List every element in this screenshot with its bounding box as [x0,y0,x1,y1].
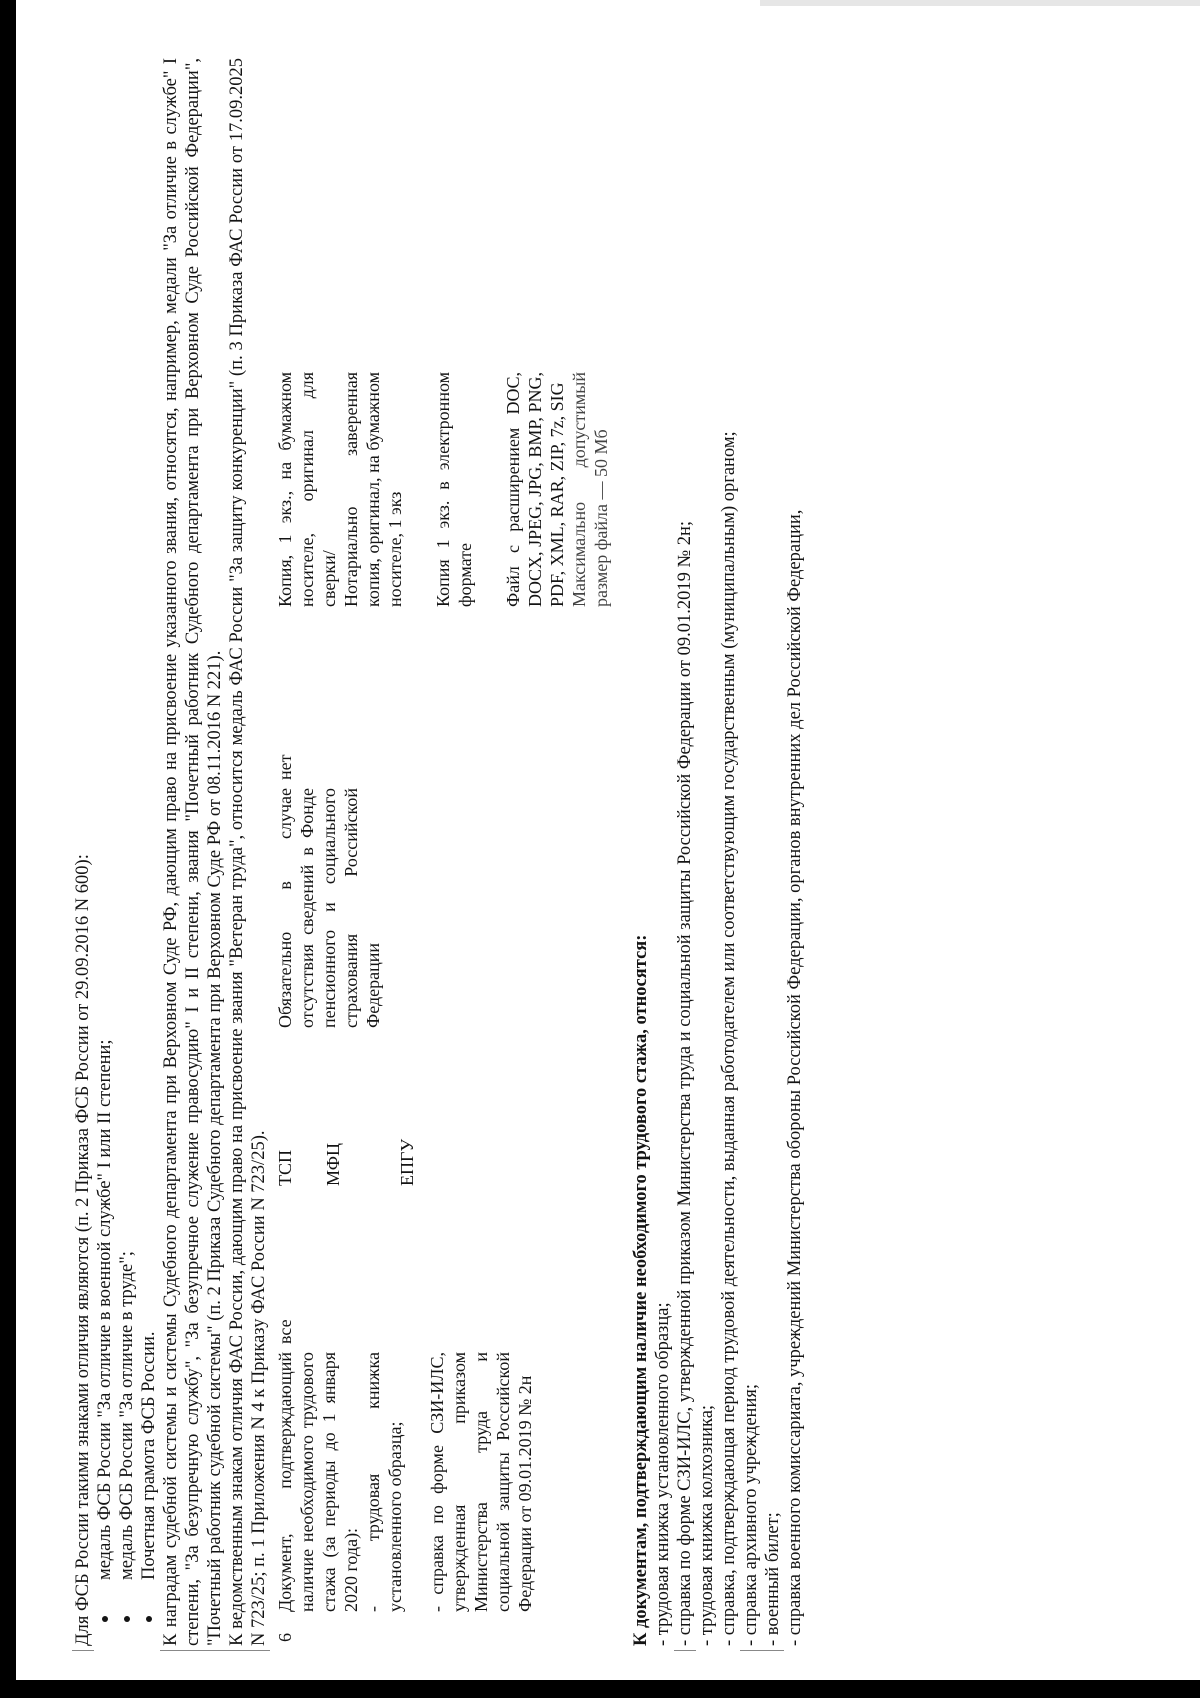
intro-paragraph: Для ФСБ России такими знаками отличия являются (п. 2 Приказа ФСБ России от 29.09.2016 N 600): [72,58,94,1651]
list-item: медаль ФСБ России "За отличие в военной службе" I или II степени; [94,58,116,1646]
bullet-icon [124,1616,130,1622]
fas-awards-paragraph: К ведомственным знакам отличия ФАС России, дающим право на присвоение звания "Ветеран труда", относится медаль ФАС России "За защиту конкуренции" (п. 3 Приказа ФАС России от 17.09.2025 N 723/25; п. 1 Приложения N 4 к Приказу ФАС России N 723/25). [226,58,270,1651]
document-page [60,30,1170,1670]
form-notarized-copy: Нотариально заверенная копия, оригинал, на бумажном носителе, 1 экз [341,372,405,607]
work-experience-documents-list [652,58,806,1646]
applicants-cell: все [275,1319,295,1344]
channel-tsp: ТСП [275,1150,295,1186]
channel-epgu: ЕПГУ [397,1138,417,1186]
table-row [272,368,614,1646]
form-paper-copy: Копия, 1 экз., на бумажном носителе, оригинал для сверки/ [275,372,339,607]
section-heading: К документам, подтверждающим наличие необходимого трудового стажа, относятся: [631,934,651,1646]
list-item: - справка по форме СЗИ-ИЛС, утвержденной приказом Министерства труда и социальной защиты Российской Федерации от 09.01.2019 № 2н; [674,58,696,1651]
list-item: - справка, подтверждающая период трудовой деятельности, выданная работодателем или соответствующим государственным (муниципальным) органом; [719,431,739,1646]
row-number: 6 [275,1633,295,1642]
list-item: - военный билет; [762,58,784,1651]
scan-edge-left [0,0,16,1698]
scan-edge-top [760,0,1200,6]
fsb-awards-list [94,58,160,1646]
list-item: - справка военного комиссариата, учреждений Министерства обороны Российской Федерации, органов внутренних дел Российской Федерации, [785,509,805,1646]
bullet-icon [146,1616,152,1622]
list-item: - справка архивного учреждения; [740,58,762,1651]
rotated-page [60,30,1170,1670]
document-item: - справка по форме СЗИ-ИЛС, утвержденная приказом Министерства труда и социальной защиты Российской Федерации от 09.01.2019 № 2н [427,1352,535,1612]
documents-table [272,368,614,1646]
channels-cell [272,1032,614,1190]
bullet-icon [102,1616,108,1622]
form-cell [272,368,614,611]
interdepartmental-cell: нет [275,754,295,780]
form-electronic: Копия 1 экз. в электронном формате [433,372,475,607]
document-title: Документ, подтверждающий наличие необходимого трудового стажа (за периоды до 1 января 2020 года): [275,1352,361,1612]
scan-edge-bottom [0,1680,1200,1698]
document-item: - трудовая книжка установленного образца; [363,1352,405,1612]
document-cell [272,1348,614,1616]
list-item: Почетная грамота ФСБ России. [138,58,160,1646]
list-item: - трудовая книжка установленного образца; [653,1302,673,1646]
list-item: медаль ФСБ России "За отличие в труде"; [116,58,138,1646]
channel-mfc: МФЦ [323,1143,343,1186]
file-formats: Файл с расширением DOC, DOCX, JPEG, JPG, BMP, PNG, PDF, XML, RAR, ZIP, 7z, SIG [503,372,567,607]
court-awards-paragraph: К наградам судебной системы и системы Судебного департамента при Верховном Суде РФ, дающим право на присвоение указанного звания, относятся, например, медали "За отличие в службе" I степени, "За безупречную службу", "За безупречное служение правосудию" I и II степени, звания "Почетный работник Судебного департамента при Верховном Суде Российской Федерации", "Почетный работник судебной системы" (п. 2 Приказа Судебного департамента при Верховном Суде РФ от 08.11.2016 N 221). [160,58,226,1651]
requirement-cell: Обязательно в случае отсутствия сведений в Фонде пенсионного и социального страхования Российской Федерации [275,788,383,1028]
list-item: - трудовая книжка колхозника; [697,1404,717,1646]
max-file-size: Максимально допустимый размер файла — 50 Мб [569,372,611,607]
